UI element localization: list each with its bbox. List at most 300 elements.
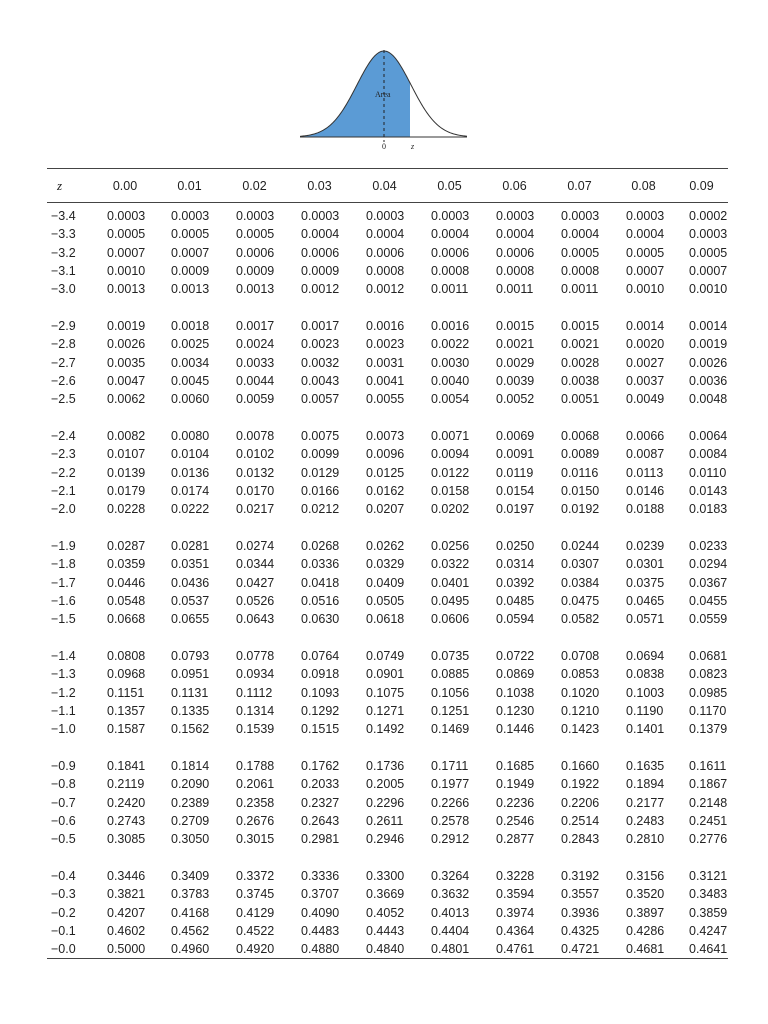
probability-cell: 0.0808 <box>107 649 146 664</box>
probability-cell: 0.0007 <box>689 264 728 279</box>
probability-cell: 0.3409 <box>171 869 210 884</box>
column-header: 0.08 <box>612 169 675 203</box>
probability-cell: 0.0244 <box>561 539 600 554</box>
probability-cell: 0.4801 <box>417 940 482 959</box>
probability-cell: 0.0537 <box>171 593 210 608</box>
probability-cell: 0.0287 <box>107 539 146 554</box>
probability-cell: 0.0030 <box>431 355 470 370</box>
z-value-cell: −0.9 <box>51 759 76 774</box>
probability-cell: 0.3974 <box>496 905 535 920</box>
probability-cell: 0.1894 <box>626 777 665 792</box>
probability-cell: 0.2912 <box>431 832 470 847</box>
probability-cell: 0.0329 <box>366 557 405 572</box>
probability-cell: 0.0367 <box>689 575 728 590</box>
probability-cell: 0.0239 <box>626 539 665 554</box>
probability-cell: 0.0262 <box>366 539 405 554</box>
probability-cell: 0.0014 <box>626 319 665 334</box>
z-value-cell: −0.1 <box>51 923 76 938</box>
probability-cell: 0.0217 <box>236 502 275 517</box>
probability-cell: 0.0495 <box>431 593 470 608</box>
probability-cell: 0.0655 <box>171 612 210 627</box>
probability-cell: 0.0023 <box>301 337 340 352</box>
table-row <box>47 574 728 592</box>
probability-cell: 0.3483 <box>689 887 728 902</box>
table-header <box>47 169 728 203</box>
spacer-cell <box>47 628 728 647</box>
probability-cell: 0.0475 <box>561 593 600 608</box>
probability-cell: 0.0722 <box>496 649 535 664</box>
probability-cell: 0.0003 <box>107 209 146 224</box>
probability-cell: 0.1003 <box>626 685 665 700</box>
z-value-cell: −1.6 <box>51 593 76 608</box>
probability-cell: 0.0071 <box>431 429 470 444</box>
probability-cell: 0.0170 <box>236 484 275 498</box>
probability-cell: 0.0582 <box>561 612 600 627</box>
probability-cell: 0.0222 <box>171 502 210 517</box>
probability-cell: 0.3632 <box>431 887 470 902</box>
probability-cell: 0.0571 <box>626 612 665 627</box>
probability-cell: 0.4325 <box>561 923 600 938</box>
probability-cell: 0.0038 <box>561 374 600 389</box>
probability-cell: 0.0025 <box>171 337 210 352</box>
probability-cell: 0.0485 <box>496 593 535 608</box>
z-value-cell: −2.7 <box>51 355 76 370</box>
probability-cell: 0.0039 <box>496 374 535 389</box>
z-value-cell: −3.1 <box>51 264 76 279</box>
probability-cell: 0.3300 <box>366 869 405 884</box>
spacer-cell <box>47 408 728 427</box>
probability-cell: 0.1314 <box>236 703 275 718</box>
probability-cell: 0.0436 <box>171 575 210 590</box>
probability-cell: 0.0026 <box>689 355 728 370</box>
probability-cell: 0.0023 <box>366 337 405 352</box>
z-value-cell: −1.1 <box>51 703 76 718</box>
probability-cell: 0.0051 <box>561 392 600 407</box>
probability-cell: 0.0013 <box>171 282 210 297</box>
spacer-cell <box>47 518 728 537</box>
probability-cell: 0.3936 <box>561 905 600 920</box>
row-group <box>47 867 728 959</box>
probability-cell: 0.0036 <box>689 374 728 389</box>
probability-cell: 0.1635 <box>626 759 665 774</box>
table-row <box>47 390 728 408</box>
row-group <box>47 647 728 757</box>
probability-cell: 0.0110 <box>689 465 727 480</box>
probability-cell: 0.0559 <box>689 612 728 627</box>
probability-cell: 0.2389 <box>171 795 210 810</box>
probability-cell: 0.3050 <box>171 832 210 847</box>
probability-cell: 0.0060 <box>171 392 210 407</box>
table-row <box>47 555 728 573</box>
probability-cell: 0.0618 <box>366 612 405 627</box>
probability-cell: 0.2033 <box>301 777 340 792</box>
table-row <box>47 775 728 793</box>
z-table <box>47 168 728 959</box>
probability-cell: 0.0020 <box>626 337 665 352</box>
table-row <box>47 867 728 885</box>
probability-cell: 0.0013 <box>236 282 275 297</box>
probability-cell: 0.0075 <box>301 429 340 444</box>
probability-cell: 0.2578 <box>431 813 470 828</box>
probability-cell: 0.0029 <box>496 355 535 370</box>
probability-cell: 0.0021 <box>561 337 600 352</box>
probability-cell: 0.0233 <box>689 539 728 554</box>
probability-cell: 0.0465 <box>626 593 665 608</box>
normal-curve-diagram <box>295 44 475 154</box>
probability-cell: 0.0003 <box>236 209 275 224</box>
probability-cell: 0.0045 <box>171 374 210 389</box>
probability-cell: 0.0008 <box>496 264 535 279</box>
probability-cell: 0.0003 <box>626 209 665 224</box>
probability-cell: 0.0823 <box>689 667 728 682</box>
z-value-cell: −0.3 <box>51 887 76 902</box>
probability-cell: 0.0021 <box>496 337 535 352</box>
probability-cell: 0.1867 <box>689 777 728 792</box>
probability-cell: 0.0985 <box>689 685 728 700</box>
probability-cell: 0.0606 <box>431 612 470 627</box>
probability-cell: 0.0035 <box>107 355 146 370</box>
z-value-cell: −1.9 <box>51 539 76 554</box>
probability-cell: 0.1922 <box>561 777 600 792</box>
normal-curve-figure <box>295 44 475 154</box>
probability-cell: 0.4681 <box>612 940 675 959</box>
probability-cell: 0.2148 <box>689 795 728 810</box>
probability-cell: 0.2451 <box>689 813 728 828</box>
probability-cell: 0.0006 <box>366 245 405 260</box>
probability-cell: 0.0043 <box>301 374 340 389</box>
spacer-cell <box>47 848 728 867</box>
probability-cell: 0.0007 <box>171 245 210 260</box>
probability-cell: 0.0154 <box>496 484 535 498</box>
probability-cell: 0.0793 <box>171 649 210 664</box>
probability-cell: 0.3669 <box>366 887 405 902</box>
probability-cell: 0.0005 <box>107 227 146 242</box>
header-row <box>47 169 728 203</box>
probability-cell: 0.5000 <box>93 940 157 959</box>
probability-cell: 0.1151 <box>107 685 145 700</box>
probability-cell: 0.2358 <box>236 795 275 810</box>
probability-cell: 0.0006 <box>301 245 340 260</box>
probability-cell: 0.2061 <box>236 777 275 792</box>
probability-cell: 0.0455 <box>689 593 728 608</box>
probability-cell: 0.0048 <box>689 392 728 407</box>
table-row <box>47 500 728 518</box>
probability-cell: 0.0384 <box>561 575 600 590</box>
probability-cell: 0.0139 <box>107 465 146 480</box>
probability-cell: 0.1271 <box>366 703 405 718</box>
z-value-cell: −2.4 <box>51 429 76 444</box>
probability-cell: 0.0034 <box>171 355 210 370</box>
z-value-cell: −3.2 <box>51 245 76 260</box>
probability-cell: 0.0096 <box>366 447 405 462</box>
probability-cell: 0.0401 <box>431 575 470 590</box>
area-label: Area <box>375 90 391 99</box>
probability-cell: 0.0078 <box>236 429 275 444</box>
shaded-area <box>300 51 410 137</box>
probability-cell: 0.0066 <box>626 429 665 444</box>
probability-cell: 0.3783 <box>171 887 210 902</box>
probability-cell: 0.1357 <box>107 703 146 718</box>
probability-cell: 0.3015 <box>236 832 275 847</box>
probability-cell: 0.1685 <box>496 759 535 774</box>
probability-cell: 0.0017 <box>236 319 275 334</box>
probability-cell: 0.1587 <box>107 722 146 737</box>
z-value-cell: −0.2 <box>51 905 76 920</box>
probability-cell: 0.1020 <box>561 685 600 700</box>
probability-cell: 0.0102 <box>236 447 275 462</box>
probability-cell: 0.0009 <box>301 264 340 279</box>
probability-cell: 0.0516 <box>301 593 340 608</box>
probability-cell: 0.2090 <box>171 777 210 792</box>
table-row <box>47 537 728 555</box>
probability-cell: 0.0119 <box>496 465 534 480</box>
probability-cell: 0.1736 <box>366 759 405 774</box>
probability-cell: 0.0594 <box>496 612 535 627</box>
probability-cell: 0.1949 <box>496 777 535 792</box>
probability-cell: 0.0901 <box>366 667 405 682</box>
table-row <box>47 244 728 262</box>
probability-cell: 0.2177 <box>626 795 665 810</box>
probability-cell: 0.1423 <box>561 722 600 737</box>
probability-cell: 0.0212 <box>301 502 340 517</box>
table-row <box>47 262 728 280</box>
probability-cell: 0.1093 <box>301 685 340 700</box>
probability-cell: 0.0630 <box>301 612 340 627</box>
probability-cell: 0.0082 <box>107 429 146 444</box>
table-row <box>47 684 728 702</box>
probability-cell: 0.0012 <box>301 282 340 297</box>
probability-cell: 0.0084 <box>689 447 728 462</box>
probability-cell: 0.0032 <box>301 355 340 370</box>
probability-cell: 0.4562 <box>171 923 210 938</box>
probability-cell: 0.0136 <box>171 465 210 480</box>
probability-cell: 0.2483 <box>626 813 665 828</box>
probability-cell: 0.0013 <box>107 282 146 297</box>
probability-cell: 0.0010 <box>107 264 146 279</box>
z-value-cell: −2.6 <box>51 374 76 389</box>
z-value-cell: −1.5 <box>51 612 76 627</box>
probability-cell: 0.0087 <box>626 447 665 462</box>
row-group <box>47 317 728 427</box>
probability-cell: 0.0179 <box>107 484 146 498</box>
probability-cell: 0.0080 <box>171 429 210 444</box>
probability-cell: 0.3085 <box>107 832 146 847</box>
probability-cell: 0.0009 <box>171 264 210 279</box>
probability-cell: 0.0375 <box>626 575 665 590</box>
probability-cell: 0.0143 <box>689 484 728 498</box>
probability-cell: 0.4286 <box>626 923 665 938</box>
probability-cell: 0.0049 <box>626 392 665 407</box>
column-header: 0.09 <box>675 169 728 203</box>
probability-cell: 0.2266 <box>431 795 470 810</box>
probability-cell: 0.4443 <box>366 923 405 938</box>
probability-cell: 0.0003 <box>171 209 210 224</box>
probability-cell: 0.0256 <box>431 539 470 554</box>
probability-cell: 0.2877 <box>496 832 535 847</box>
probability-cell: 0.0004 <box>561 227 600 242</box>
probability-cell: 0.0838 <box>626 667 665 682</box>
probability-cell: 0.0158 <box>431 484 470 498</box>
table-row <box>47 335 728 353</box>
probability-cell: 0.1711 <box>431 759 469 774</box>
probability-cell: 0.2709 <box>171 813 210 828</box>
table-row <box>47 720 728 738</box>
probability-cell: 0.0052 <box>496 392 535 407</box>
z-value-cell: −3.3 <box>51 227 76 242</box>
probability-cell: 0.1170 <box>689 703 727 718</box>
probability-cell: 0.0040 <box>431 374 470 389</box>
table-row <box>47 794 728 812</box>
probability-cell: 0.1492 <box>366 722 405 737</box>
probability-cell: 0.1446 <box>496 722 535 737</box>
probability-cell: 0.0018 <box>171 319 210 334</box>
probability-cell: 0.4247 <box>689 923 728 938</box>
probability-cell: 0.0122 <box>431 465 470 480</box>
probability-cell: 0.0281 <box>171 539 210 554</box>
probability-cell: 0.4013 <box>431 905 470 920</box>
probability-cell: 0.3707 <box>301 887 340 902</box>
probability-cell: 0.0427 <box>236 575 275 590</box>
probability-cell: 0.0268 <box>301 539 340 554</box>
table-row <box>47 372 728 390</box>
row-group <box>47 203 728 317</box>
probability-cell: 0.0014 <box>689 319 728 334</box>
probability-cell: 0.0073 <box>366 429 405 444</box>
probability-cell: 0.1539 <box>236 722 275 737</box>
group-spacer <box>47 628 728 647</box>
probability-cell: 0.0004 <box>301 227 340 242</box>
probability-cell: 0.0951 <box>171 667 210 682</box>
probability-cell: 0.0041 <box>366 374 405 389</box>
probability-cell: 0.0024 <box>236 337 275 352</box>
z-value-cell: −2.5 <box>51 392 76 407</box>
probability-cell: 0.4761 <box>482 940 547 959</box>
probability-cell: 0.0344 <box>236 557 275 572</box>
probability-cell: 0.0057 <box>301 392 340 407</box>
probability-cell: 0.0016 <box>366 319 405 334</box>
probability-cell: 0.0694 <box>626 649 665 664</box>
probability-cell: 0.1230 <box>496 703 535 718</box>
probability-cell: 0.4207 <box>107 905 146 920</box>
probability-cell: 0.0202 <box>431 502 470 517</box>
probability-cell: 0.0015 <box>496 319 535 334</box>
probability-cell: 0.4168 <box>171 905 210 920</box>
probability-cell: 0.3121 <box>689 869 728 884</box>
probability-cell: 0.1762 <box>301 759 340 774</box>
probability-cell: 0.0351 <box>171 557 210 572</box>
z-value-cell: −2.9 <box>51 319 76 334</box>
probability-cell: 0.0054 <box>431 392 470 407</box>
probability-cell: 0.4880 <box>287 940 352 959</box>
probability-cell: 0.0031 <box>366 355 405 370</box>
probability-cell: 0.0089 <box>561 447 600 462</box>
probability-cell: 0.1611 <box>689 759 727 774</box>
probability-cell: 0.1660 <box>561 759 600 774</box>
table-row <box>47 592 728 610</box>
probability-cell: 0.0314 <box>496 557 535 572</box>
probability-cell: 0.0228 <box>107 502 146 517</box>
probability-cell: 0.0011 <box>496 282 534 297</box>
table-row <box>47 464 728 482</box>
probability-cell: 0.0735 <box>431 649 470 664</box>
probability-cell: 0.0418 <box>301 575 340 590</box>
probability-cell: 0.0028 <box>561 355 600 370</box>
z-value-cell: −2.8 <box>51 337 76 352</box>
probability-cell: 0.0968 <box>107 667 146 682</box>
probability-cell: 0.0336 <box>301 557 340 572</box>
probability-cell: 0.2611 <box>366 813 404 828</box>
probability-cell: 0.3520 <box>626 887 665 902</box>
z-value-cell: −0.5 <box>51 832 76 847</box>
probability-cell: 0.2327 <box>301 795 340 810</box>
probability-cell: 0.4090 <box>301 905 340 920</box>
probability-cell: 0.0004 <box>366 227 405 242</box>
probability-cell: 0.0026 <box>107 337 146 352</box>
group-spacer <box>47 408 728 427</box>
probability-cell: 0.1056 <box>431 685 470 700</box>
probability-cell: 0.4920 <box>222 940 287 959</box>
table-row <box>47 830 728 848</box>
probability-cell: 0.1515 <box>301 722 340 737</box>
probability-cell: 0.3192 <box>561 869 600 884</box>
probability-cell: 0.2296 <box>366 795 405 810</box>
probability-cell: 0.0294 <box>689 557 728 572</box>
probability-cell: 0.1075 <box>366 685 405 700</box>
table-row <box>47 904 728 922</box>
probability-cell: 0.3897 <box>626 905 665 920</box>
probability-cell: 0.0104 <box>171 447 210 462</box>
probability-cell: 0.0869 <box>496 667 535 682</box>
probability-cell: 0.0749 <box>366 649 405 664</box>
probability-cell: 0.3745 <box>236 887 275 902</box>
probability-cell: 0.1335 <box>171 703 210 718</box>
z-value-cell: −0.7 <box>51 795 76 810</box>
probability-cell: 0.0526 <box>236 593 275 608</box>
probability-cell: 0.0016 <box>431 319 470 334</box>
probability-cell: 0.0003 <box>689 227 728 242</box>
z-label: z <box>411 142 415 151</box>
probability-cell: 0.4129 <box>236 905 275 920</box>
probability-cell: 0.0004 <box>626 227 665 242</box>
probability-cell: 0.1562 <box>171 722 210 737</box>
probability-cell: 0.0192 <box>561 502 600 517</box>
probability-cell: 0.0166 <box>301 484 340 498</box>
probability-cell: 0.0008 <box>366 264 405 279</box>
z-value-cell: −1.2 <box>51 685 76 700</box>
probability-cell: 0.0099 <box>301 447 340 462</box>
table-row <box>47 427 728 445</box>
table-row <box>47 354 728 372</box>
probability-cell: 0.0044 <box>236 374 275 389</box>
probability-cell: 0.2546 <box>496 813 535 828</box>
table-row <box>47 203 728 226</box>
probability-cell: 0.0207 <box>366 502 405 517</box>
probability-cell: 0.0853 <box>561 667 600 682</box>
probability-cell: 0.0643 <box>236 612 275 627</box>
probability-cell: 0.0250 <box>496 539 535 554</box>
probability-cell: 0.0006 <box>236 245 275 260</box>
probability-cell: 0.3557 <box>561 887 600 902</box>
probability-cell: 0.1131 <box>171 685 209 700</box>
probability-cell: 0.0003 <box>366 209 405 224</box>
probability-cell: 0.4052 <box>366 905 405 920</box>
probability-cell: 0.0022 <box>431 337 470 352</box>
probability-cell: 0.2514 <box>561 813 600 828</box>
probability-cell: 0.0059 <box>236 392 275 407</box>
probability-cell: 0.0017 <box>301 319 340 334</box>
z-value-cell: −2.3 <box>51 447 76 462</box>
z-value-cell: −3.4 <box>51 209 76 224</box>
